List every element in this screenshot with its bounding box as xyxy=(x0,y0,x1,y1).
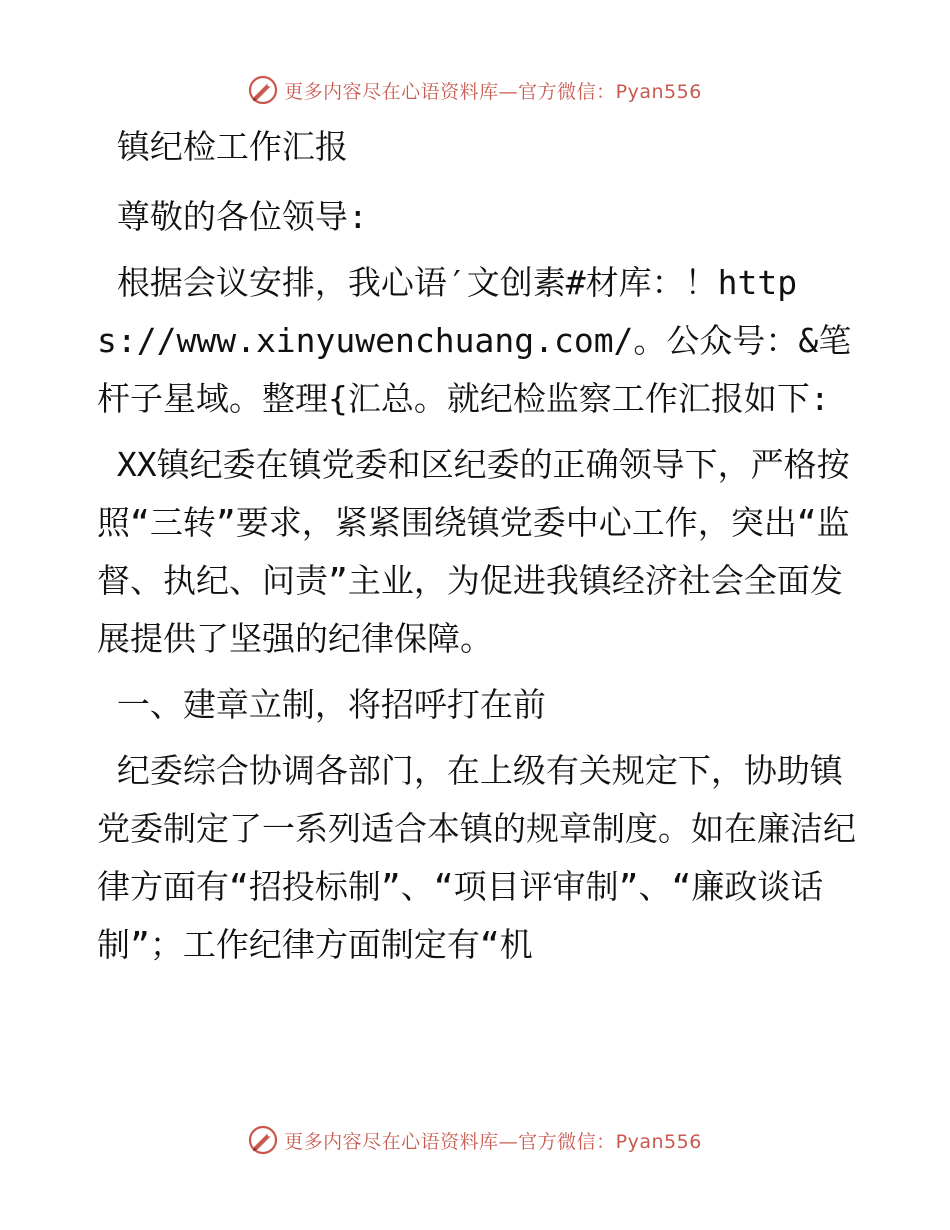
pen-logo-icon xyxy=(248,75,278,105)
paragraph-section-1: 纪委综合协调各部门，在上级有关规定下，协助镇党委制定了一系列适合本镇的规章制度。如在廉洁纪律方面有“招投标制”、“项目评审制”、“廉政谈话制”；工作纪律方面制定有“机 xyxy=(97,751,856,964)
wechat-id: Pyan556 xyxy=(615,80,702,103)
header-watermark-banner xyxy=(0,70,950,110)
document-title: 镇纪检工作汇报 xyxy=(97,127,348,166)
greeting: 尊敬的各位领导: xyxy=(97,197,368,236)
banner-text: 更多内容尽在心语资料库—官方微信：Pyan556 xyxy=(284,80,702,103)
paragraph-intro: 根据会议安排，我心语′文创素#材库：！https://www.xinyuwenchuang.com/。公众号：&笔杆子星域。整理{汇总。就纪检监察工作汇报如下: xyxy=(97,263,852,418)
section-heading-1: 一、建章立制，将招呼打在前 xyxy=(97,685,546,724)
footer-watermark-banner xyxy=(0,1120,950,1160)
document-body xyxy=(97,118,857,982)
banner-text: 更多内容尽在心语资料库—官方微信：Pyan556 xyxy=(284,1130,702,1153)
paragraph-summary: XX镇纪委在镇党委和区纪委的正确领导下，严格按照“三转”要求，紧紧围绕镇党委中心工作，突出“监督、执纪、问责”主业，为促进我镇经济社会全面发展提供了坚强的纪律保障。 xyxy=(97,445,850,658)
pen-logo-icon xyxy=(248,1125,278,1155)
wechat-id: Pyan556 xyxy=(615,1130,702,1153)
